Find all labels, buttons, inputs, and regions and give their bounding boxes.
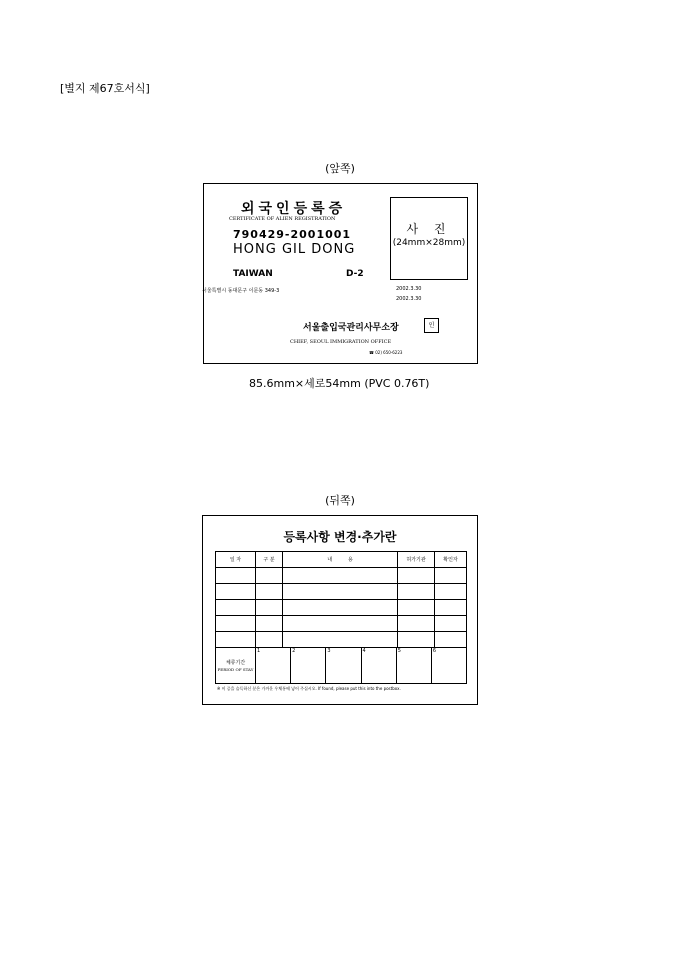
issue-date: 2002.3.30 bbox=[396, 286, 422, 292]
alien-registration-card-back bbox=[202, 515, 478, 705]
stay-period-row bbox=[216, 648, 467, 684]
form-number: [별지 제67호서식] bbox=[60, 82, 150, 95]
table-row bbox=[216, 616, 467, 632]
front-caption: (앞쪽) bbox=[325, 162, 355, 175]
table-header-row bbox=[216, 552, 467, 568]
header-content: 내 용 bbox=[283, 552, 398, 568]
stay-slot-6: 6 bbox=[432, 648, 437, 654]
back-title: 등록사항 변경·추가란 bbox=[283, 530, 397, 544]
change-record-table bbox=[215, 551, 467, 684]
card-size-caption: 85.6mm×세로54mm (PVC 0.76T) bbox=[249, 377, 430, 390]
nationality: TAIWAN bbox=[233, 269, 273, 279]
header-authority: 허가기관 bbox=[398, 552, 435, 568]
table-row bbox=[216, 584, 467, 600]
lost-card-notice: ※ 이 증을 습득하신 분은 가까운 우체통에 넣어 주십시오. If found, please put this into the postbox. bbox=[217, 686, 401, 691]
stay-slot-1: 1 bbox=[256, 648, 291, 683]
table-row bbox=[216, 568, 467, 584]
registration-number: 790429-2001001 bbox=[233, 228, 352, 241]
table-row bbox=[216, 632, 467, 648]
card-subtitle: CERTIFICATE OF ALIEN REGISTRATION bbox=[229, 216, 336, 222]
issue-date-2: 2002.3.30 bbox=[396, 296, 422, 302]
address: 서울특별시 동대문구 이문동 349-3 bbox=[202, 288, 280, 294]
holder-name: HONG GIL DONG bbox=[233, 242, 356, 257]
photo-box bbox=[390, 197, 468, 280]
chief-title: CHIEF, SEOUL IMMIGRATION OFFICE bbox=[290, 339, 392, 345]
issuing-office: 서울출입국관리사무소장 bbox=[303, 323, 399, 333]
stay-period-cells bbox=[256, 648, 467, 684]
stay-slot-2: 2 bbox=[291, 648, 326, 683]
header-date: 일 자 bbox=[216, 552, 256, 568]
header-category: 구 분 bbox=[256, 552, 283, 568]
back-caption: (뒤쪽) bbox=[325, 494, 355, 507]
photo-label: 사 진 bbox=[406, 222, 452, 236]
official-seal: 인 bbox=[424, 318, 439, 333]
alien-registration-card-front bbox=[203, 183, 478, 364]
stay-slot-3: 3 bbox=[326, 648, 361, 683]
office-phone: ☎ 02) 650-6223 bbox=[369, 350, 403, 355]
header-confirmer: 확인자 bbox=[435, 552, 467, 568]
stay-slot-5: 5 bbox=[397, 648, 432, 683]
status-of-stay: D-2 bbox=[346, 269, 364, 279]
stay-period-label: 체류기간 PERIOD OF STAY bbox=[216, 648, 256, 684]
table-row bbox=[216, 600, 467, 616]
card-title: 외국인등록증 bbox=[241, 201, 347, 217]
stay-slot-4: 4 bbox=[362, 648, 397, 683]
photo-size: (24mm×28mm) bbox=[392, 238, 466, 248]
